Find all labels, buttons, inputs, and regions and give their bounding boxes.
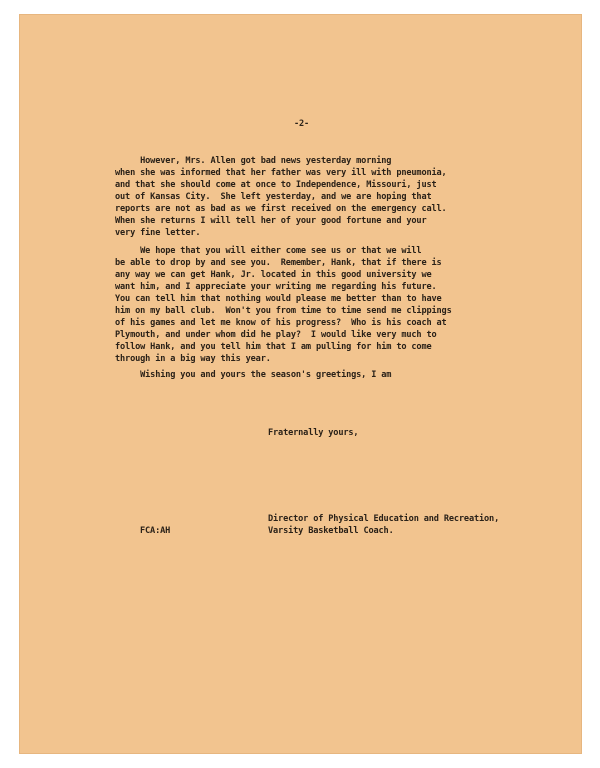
text-line: reports are not as bad as we first received on the emergency call. [115, 204, 447, 214]
text-line: any way we can get Hank, Jr. located in this good university we [115, 270, 432, 280]
signature-block [268, 513, 499, 537]
page-number: -2- [294, 119, 310, 129]
paragraph-1 [115, 155, 535, 239]
signature-line: Varsity Basketball Coach. [268, 526, 394, 536]
text-line: out of Kansas City. She left yesterday, and we are hoping that [115, 192, 432, 202]
text-line: We hope that you will either come see us or that we will [115, 246, 422, 256]
text-line: of his games and let me know of his progress? Who is his coach at [115, 318, 447, 328]
text-line: very fine letter. [115, 228, 201, 238]
text-line: Plymouth, and under whom did he play? I would like very much to [115, 330, 437, 340]
text-line: when she was informed that her father was very ill with pneumonia, [115, 168, 447, 178]
paragraph-3 [115, 369, 535, 381]
text-line: Wishing you and yours the season's greetings, I am [115, 370, 392, 380]
text-line: and that she should come at once to Independence, Missouri, just [115, 180, 437, 190]
text-line: want him, and I appreciate your writing me regarding his future. [115, 282, 437, 292]
reference-initials: FCA:AH [140, 526, 171, 536]
text-line: him on my ball club. Won't you from time to time send me clippings [115, 306, 452, 316]
text-line: You can tell him that nothing would please me better than to have [115, 294, 442, 304]
text-line: be able to drop by and see you. Remember, Hank, that if there is [115, 258, 442, 268]
closing: Fraternally yours, [268, 428, 359, 438]
signature-line: Director of Physical Education and Recreation, [268, 514, 500, 524]
paragraph-2 [115, 245, 535, 365]
text-line: When she returns I will tell her of your good fortune and your [115, 216, 427, 226]
text-line: through in a big way this year. [115, 354, 271, 364]
text-line: However, Mrs. Allen got bad news yesterday morning [115, 156, 392, 166]
letter-page [19, 14, 582, 754]
text-line: follow Hank, and you tell him that I am pulling for him to come [115, 342, 432, 352]
